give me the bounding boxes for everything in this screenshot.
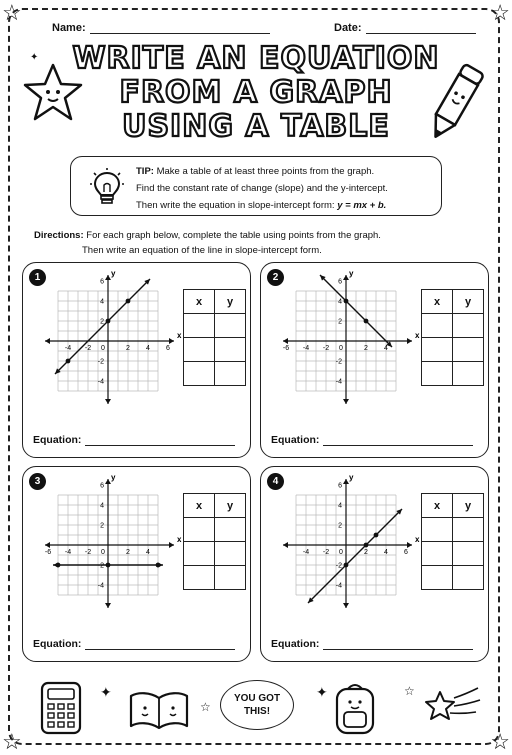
shooting-star-icon: [420, 684, 482, 730]
x-axis-arrow: [45, 542, 50, 548]
problem-card-3: [22, 466, 251, 662]
y-axis-arrow: [105, 399, 111, 404]
table-cell[interactable]: [215, 314, 246, 338]
table-cell[interactable]: [453, 338, 484, 362]
x-axis-arrow: [407, 338, 412, 344]
x-tick-label: -2: [322, 549, 330, 556]
directions-label: Directions:: [34, 230, 84, 241]
coordinate-graph: [33, 475, 183, 615]
x-axis-arrow: [45, 338, 50, 344]
x-axis-arrow: [169, 542, 174, 548]
star-icon: ☆: [200, 700, 211, 714]
x-axis-arrow: [169, 338, 174, 344]
open-book-icon: [128, 690, 190, 732]
table-cell[interactable]: [184, 566, 215, 590]
x-tick-label: 4: [384, 345, 388, 352]
title-line: WRITE AN EQUATION: [72, 41, 440, 76]
y-axis-arrow: [343, 399, 349, 404]
x-tick-label: 2: [126, 549, 130, 556]
equation-answer-line[interactable]: [323, 435, 473, 446]
star-icon: ☆: [404, 684, 415, 698]
table-header-y: y: [215, 494, 246, 518]
directions: [34, 228, 381, 258]
problem-card-4: [260, 466, 489, 662]
equation-answer-line[interactable]: [85, 435, 235, 446]
x-tick-label: 0: [101, 549, 105, 556]
table-cell[interactable]: [215, 518, 246, 542]
date-field[interactable]: [334, 22, 476, 34]
table-cell[interactable]: [184, 518, 215, 542]
x-tick-label: 2: [126, 345, 130, 352]
tip-line: Make a table of at least three points from the graph.: [153, 166, 375, 177]
table-header-x: x: [422, 494, 453, 518]
x-axis-label: x: [415, 535, 420, 544]
x-tick-label: -2: [84, 549, 92, 556]
directions-line: Then write an equation of the line in slope-intercept form.: [82, 245, 322, 256]
sparkle-icon: ✦: [316, 684, 328, 700]
tip-line: Then write the equation in slope-intercept form:: [136, 200, 338, 211]
x-axis-label: x: [177, 331, 182, 340]
table-cell[interactable]: [453, 314, 484, 338]
table-cell[interactable]: [453, 566, 484, 590]
tip-box: [70, 156, 442, 216]
x-tick-label: -4: [64, 345, 72, 352]
y-axis-arrow: [343, 603, 349, 608]
y-tick-label: 4: [338, 298, 342, 306]
name-field[interactable]: [52, 22, 270, 34]
x-tick-label: 4: [146, 549, 150, 556]
equation-answer-line[interactable]: [85, 639, 235, 650]
table-cell[interactable]: [215, 338, 246, 362]
tip-label: TIP:: [136, 166, 154, 177]
table-header-x: x: [184, 290, 215, 314]
problem-card-1: [22, 262, 251, 458]
x-tick-label: 2: [364, 549, 368, 556]
x-axis-arrow: [283, 338, 288, 344]
table-cell[interactable]: [184, 338, 215, 362]
equation-field[interactable]: [33, 434, 235, 446]
table-header-y: y: [453, 290, 484, 314]
table-cell[interactable]: [422, 362, 453, 386]
y-tick-label: 2: [100, 318, 104, 326]
graph-line: [308, 509, 402, 603]
table-cell[interactable]: [184, 314, 215, 338]
graph-point: [344, 299, 349, 304]
date-label: Date:: [334, 22, 362, 34]
star-icon: ☆: [2, 0, 22, 25]
sparkle-icon: ✦: [100, 684, 112, 700]
table-cell[interactable]: [422, 338, 453, 362]
y-tick-label: -4: [97, 582, 104, 590]
graph-point: [106, 563, 111, 568]
y-axis-arrow: [105, 603, 111, 608]
x-axis-label: x: [177, 535, 182, 544]
problem-number: 1: [29, 269, 46, 286]
y-tick-label: -2: [335, 358, 342, 366]
table-cell[interactable]: [422, 314, 453, 338]
graph-point: [56, 563, 61, 568]
xy-table: [183, 289, 246, 386]
table-header-y: y: [453, 494, 484, 518]
y-tick-label: 4: [338, 502, 342, 510]
problem-number: 4: [267, 473, 284, 490]
table-cell[interactable]: [422, 518, 453, 542]
y-tick-label: 2: [338, 318, 342, 326]
y-tick-label: 6: [100, 278, 104, 286]
calculator-icon: [38, 680, 84, 736]
bubble-line: YOU GOT: [233, 693, 281, 704]
x-tick-label: -4: [302, 345, 310, 352]
y-tick-label: -4: [97, 378, 104, 386]
equation-field[interactable]: [271, 638, 473, 650]
y-tick-label: -2: [97, 562, 104, 570]
table-cell[interactable]: [422, 542, 453, 566]
x-axis-label: x: [415, 331, 420, 340]
graph-point: [344, 563, 349, 568]
graph-point: [156, 563, 161, 568]
xy-table: [421, 289, 484, 386]
x-tick-label: -4: [302, 549, 310, 556]
page-title: [70, 42, 442, 144]
equation-label: Equation:: [33, 434, 82, 446]
problem-number: 3: [29, 473, 46, 490]
y-tick-label: 6: [338, 278, 342, 286]
x-axis-arrow: [283, 542, 288, 548]
y-tick-label: -2: [335, 562, 342, 570]
x-tick-label: 4: [146, 345, 150, 352]
tip-formula: y = mx + b.: [337, 200, 387, 211]
sparkle-icon: ✦: [30, 52, 39, 63]
y-tick-label: -4: [335, 378, 342, 386]
y-tick-label: 6: [100, 482, 104, 490]
equation-field[interactable]: [33, 638, 235, 650]
x-tick-label: 6: [166, 345, 170, 352]
x-tick-label: -2: [84, 345, 92, 352]
y-tick-label: 2: [338, 522, 342, 530]
x-axis-arrow: [407, 542, 412, 548]
graph-point: [126, 299, 131, 304]
equation-label: Equation:: [33, 638, 82, 650]
title-line: USING A TABLE: [122, 109, 390, 144]
equation-answer-line[interactable]: [323, 639, 473, 650]
table-cell[interactable]: [215, 566, 246, 590]
x-tick-label: -2: [322, 345, 330, 352]
equation-label: Equation:: [271, 638, 320, 650]
y-tick-label: -4: [335, 582, 342, 590]
table-cell[interactable]: [215, 542, 246, 566]
y-tick-label: 6: [338, 482, 342, 490]
y-tick-label: -2: [97, 358, 104, 366]
x-tick-label: -4: [64, 549, 72, 556]
x-tick-label: -6: [282, 345, 290, 352]
y-tick-label: 4: [100, 502, 104, 510]
table-header-x: x: [184, 494, 215, 518]
graph-point: [66, 359, 71, 364]
graph-point: [374, 533, 379, 538]
y-tick-label: 4: [100, 298, 104, 306]
xy-table: [183, 493, 246, 590]
equation-label: Equation:: [271, 434, 320, 446]
problem-card-2: [260, 262, 489, 458]
coordinate-graph: [33, 271, 183, 411]
directions-line: For each graph below, complete the table using points from the graph.: [83, 230, 381, 241]
x-tick-label: 4: [384, 549, 388, 556]
x-tick-label: 0: [339, 345, 343, 352]
table-cell[interactable]: [422, 566, 453, 590]
star-icon: ☆: [490, 729, 510, 754]
table-cell[interactable]: [184, 362, 215, 386]
tip-line: Find the constant rate of change (slope) and the y-intercept.: [136, 183, 388, 194]
x-tick-label: 0: [101, 345, 105, 352]
table-header-y: y: [215, 290, 246, 314]
x-tick-label: 0: [339, 549, 343, 556]
problem-number: 2: [267, 269, 284, 286]
backpack-icon: [332, 680, 378, 736]
x-tick-label: 2: [364, 345, 368, 352]
table-cell[interactable]: [215, 362, 246, 386]
table-header-x: x: [422, 290, 453, 314]
graph-point: [364, 319, 369, 324]
lightbulb-icon: [89, 167, 125, 207]
table-cell[interactable]: [453, 518, 484, 542]
table-cell[interactable]: [184, 542, 215, 566]
coordinate-graph: [271, 271, 421, 411]
x-tick-label: -6: [44, 549, 52, 556]
y-axis-label: y: [111, 475, 116, 482]
graph-point: [106, 319, 111, 324]
title-line: FROM A GRAPH: [119, 75, 393, 110]
graph-point: [364, 543, 369, 548]
y-tick-label: 2: [100, 522, 104, 530]
tip-text: [136, 163, 388, 214]
y-axis-label: y: [349, 271, 354, 278]
encouragement-bubble: [220, 680, 294, 730]
coordinate-graph: [271, 475, 421, 615]
y-axis-label: y: [349, 475, 354, 482]
xy-table: [421, 493, 484, 590]
table-cell[interactable]: [453, 362, 484, 386]
x-tick-label: 6: [404, 549, 408, 556]
star-icon: ☆: [490, 0, 510, 25]
name-label: Name:: [52, 22, 86, 34]
equation-field[interactable]: [271, 434, 473, 446]
bubble-line: THIS!: [243, 706, 271, 717]
y-axis-label: y: [111, 271, 116, 278]
star-icon: ☆: [2, 729, 22, 754]
table-cell[interactable]: [453, 542, 484, 566]
